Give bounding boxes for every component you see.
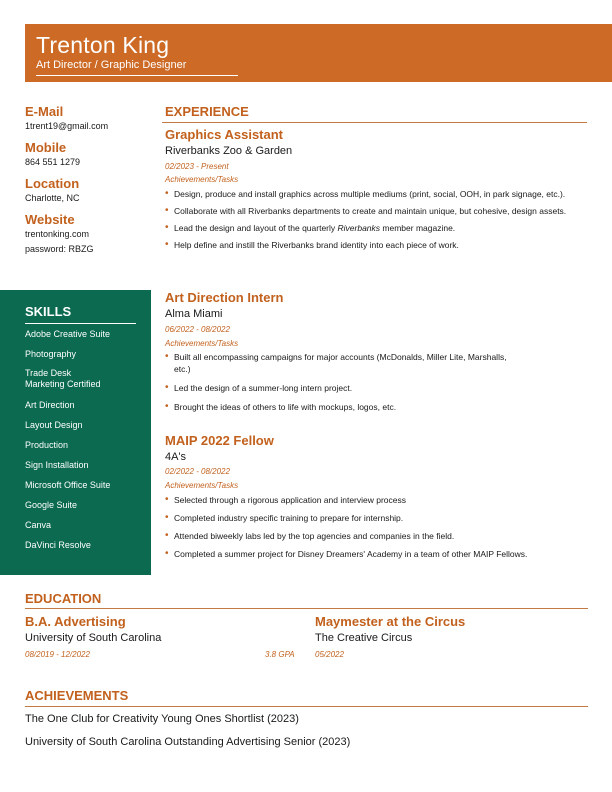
job-title: Art Direction Intern bbox=[165, 290, 284, 305]
job-company: 4A's bbox=[165, 451, 187, 463]
job-subheading: Achievements/Tasks bbox=[165, 481, 239, 490]
list-item: • Led the design of a summer-long intern project. bbox=[165, 382, 525, 394]
skill-item: Marketing Certified bbox=[25, 379, 101, 389]
contact-block bbox=[25, 104, 155, 257]
location-label: Location bbox=[25, 176, 80, 191]
website-label: Website bbox=[25, 212, 75, 227]
list-item: • Built all encompassing campaigns for major accounts (McDonalds, Miller Lite, Marshalls, etc.) bbox=[165, 351, 525, 375]
skills-divider bbox=[25, 323, 136, 324]
job-bullets bbox=[165, 494, 535, 560]
job-subheading: Achievements/Tasks bbox=[165, 175, 239, 184]
list-item: • Collaborate with all Riverbanks departments to create and maintain unique, but cohesive, design assets. bbox=[165, 205, 580, 217]
skill-item: DaVinci Resolve bbox=[25, 540, 91, 550]
experience-divider bbox=[162, 122, 587, 123]
education-divider bbox=[25, 608, 588, 609]
list-item: • Brought the ideas of others to life with mockups, logos, etc. bbox=[165, 401, 525, 413]
header-divider bbox=[36, 75, 238, 76]
bullet-text: member magazine. bbox=[380, 223, 456, 233]
gpa-value: 3.8 GPA bbox=[265, 650, 295, 659]
skill-item: Adobe Creative Suite bbox=[25, 329, 111, 339]
skill-item: Sign Installation bbox=[25, 460, 89, 470]
email-label: E-Mail bbox=[25, 104, 64, 119]
achievement-item: The One Club for Creativity Young Ones Shortlist (2023) bbox=[25, 713, 299, 725]
achievement-item: University of South Carolina Outstanding Advertising Senior (2023) bbox=[25, 736, 351, 748]
list-item: • Attended biweekly labs led by the top agencies and companies in the field. bbox=[165, 530, 535, 542]
skill-item: Art Direction bbox=[25, 400, 75, 410]
website-value[interactable]: trentonking.com bbox=[25, 229, 90, 239]
job-company: Alma Miami bbox=[165, 308, 223, 320]
education-dates: 05/2022 bbox=[315, 650, 344, 659]
job-dates: 02/2022 - 08/2022 bbox=[165, 467, 230, 476]
school-name: The Creative Circus bbox=[315, 632, 413, 644]
job-subheading: Achievements/Tasks bbox=[165, 339, 239, 348]
skill-item: Canva bbox=[25, 520, 52, 530]
mobile-value: 864 551 1279 bbox=[25, 157, 81, 167]
list-item: • Help define and instill the Riverbanks brand identity into each piece of work. bbox=[165, 239, 580, 251]
skill-item: Production bbox=[25, 440, 69, 450]
list-item: • Design, produce and install graphics across multiple mediums (print, social, OOH, in park signage, etc.). bbox=[165, 188, 580, 200]
experience-heading: EXPERIENCE bbox=[165, 104, 249, 119]
skill-item: Google Suite bbox=[25, 500, 78, 510]
website-password: password: RBZG bbox=[25, 244, 94, 254]
job-dates: 06/2022 - 08/2022 bbox=[165, 325, 230, 334]
job-dates: 02/2023 - Present bbox=[165, 162, 229, 171]
magazine-name: Riverbanks bbox=[337, 223, 381, 233]
achievements-heading: ACHIEVEMENTS bbox=[25, 688, 129, 703]
skills-heading: SKILLS bbox=[25, 304, 72, 319]
location-value: Charlotte, NC bbox=[25, 193, 80, 203]
job-title: Graphics Assistant bbox=[165, 127, 284, 142]
job-title: MAIP 2022 Fellow bbox=[165, 433, 274, 448]
education-heading: EDUCATION bbox=[25, 591, 102, 606]
achievements-divider bbox=[25, 706, 588, 707]
job-bullets bbox=[165, 188, 580, 251]
bullet-text: Lead the design and layout of the quarterly bbox=[174, 223, 338, 233]
skills-panel bbox=[0, 290, 151, 575]
degree-title: B.A. Advertising bbox=[25, 614, 126, 629]
job-company: Riverbanks Zoo & Garden bbox=[165, 145, 293, 157]
skill-item: Photography bbox=[25, 349, 77, 359]
list-item bbox=[165, 222, 580, 234]
skill-item: Layout Design bbox=[25, 420, 83, 430]
mobile-label: Mobile bbox=[25, 140, 67, 155]
resume-subtitle: Art Director / Graphic Designer bbox=[36, 59, 187, 71]
education-dates: 08/2019 - 12/2022 bbox=[25, 650, 90, 659]
list-item: • Completed industry specific training to prepare for internship. bbox=[165, 512, 535, 524]
email-value[interactable]: 1trent19@gmail.com bbox=[25, 121, 109, 131]
skill-item: Trade Desk bbox=[25, 368, 72, 378]
job-bullets bbox=[165, 351, 525, 413]
skill-item: Microsoft Office Suite bbox=[25, 480, 111, 490]
list-item: • Selected through a rigorous application and interview process bbox=[165, 494, 535, 506]
school-name: University of South Carolina bbox=[25, 632, 162, 644]
program-title: Maymester at the Circus bbox=[315, 614, 466, 629]
resume-name: Trenton King bbox=[36, 32, 170, 58]
list-item: • Completed a summer project for Disney Dreamers' Academy in a team of other MAIP Fellows. bbox=[165, 548, 535, 560]
